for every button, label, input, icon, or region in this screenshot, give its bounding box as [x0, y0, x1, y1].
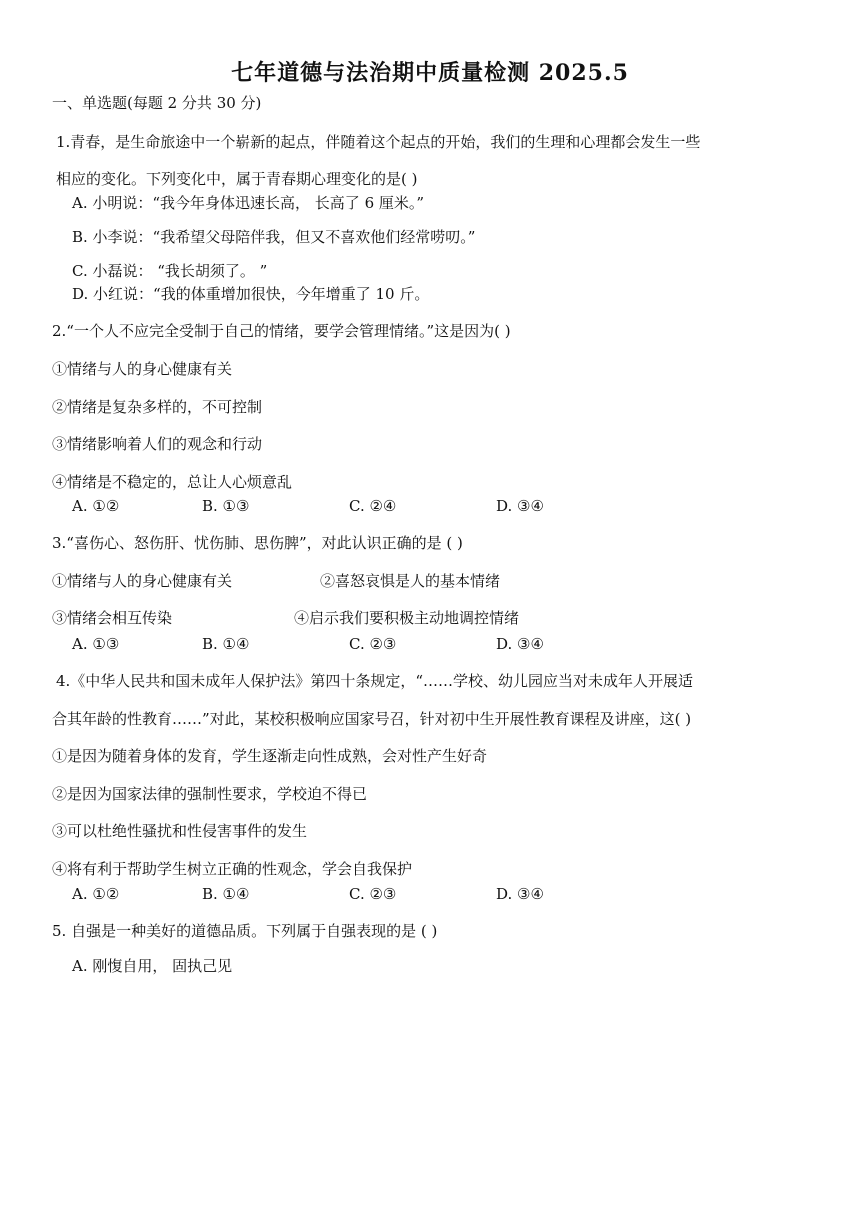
q4-item-1: ①是因为随着身体的发育，学生逐渐走向性成熟，会对性产生好奇	[52, 747, 488, 765]
q3-item-3: ③情绪会相互传染	[52, 609, 173, 627]
q2-item-2: ②情绪是复杂多样的，不可控制	[52, 398, 263, 416]
q1-stem-line2: 相应的变化。下列变化中，属于青春期心理变化的是( )	[56, 170, 418, 188]
q3-option-a: A. ①③	[72, 635, 120, 653]
q1-option-d: D. 小红说：“我的体重增加很快，今年增重了 10 斤。	[72, 285, 430, 303]
q2-option-a: A. ①②	[72, 497, 120, 515]
q3-option-d: D. ③④	[496, 635, 544, 653]
q3-item-2: ②喜怒哀惧是人的基本情绪	[320, 572, 501, 590]
page-title: 七年道德与法治期中质量检测 2025.5	[231, 60, 629, 86]
q5-stem: 5. 自强是一种美好的道德品质。下列属于自强表现的是 ( )	[52, 922, 438, 940]
q3-stem: 3.“喜伤心、怒伤肝、忧伤肺、思伤脾”，对此认识正确的是 ( )	[52, 534, 463, 552]
q1-stem-line1: 1.青春，是生命旅途中一个崭新的起点，伴随着这个起点的开始，我们的生理和心理都会发生一些	[56, 133, 701, 151]
q4-option-d: D. ③④	[496, 885, 544, 903]
q4-stem-line1: 4.《中华人民共和国未成年人保护法》第四十条规定，“……学校、幼儿园应当对未成年人开展适	[56, 672, 693, 690]
q1-option-a: A. 小明说：“我今年身体迅速长高， 长高了 6 厘米。”	[72, 194, 425, 212]
q5-option-a: A. 刚愎自用， 固执己见	[72, 957, 233, 975]
q2-option-c: C. ②④	[349, 497, 397, 515]
q4-option-b: B. ①④	[202, 885, 250, 903]
q4-option-a: A. ①②	[72, 885, 120, 903]
q1-option-b: B. 小李说：“我希望父母陪伴我，但又不喜欢他们经常唠叨。”	[72, 228, 476, 246]
q4-item-3: ③可以杜绝性骚扰和性侵害事件的发生	[52, 822, 308, 840]
q2-option-b: B. ①③	[202, 497, 250, 515]
q3-item-4: ④启示我们要积极主动地调控情绪	[294, 609, 520, 627]
q4-stem-line2: 合其年龄的性教育……”对此，某校积极响应国家号召，针对初中生开展性教育课程及讲座，这( )	[52, 710, 692, 728]
q2-item-1: ①情绪与人的身心健康有关	[52, 360, 233, 378]
q4-option-c: C. ②③	[349, 885, 397, 903]
q1-option-c: C. 小磊说： “我长胡须了。 ”	[72, 262, 268, 280]
q2-option-d: D. ③④	[496, 497, 544, 515]
q4-item-2: ②是因为国家法律的强制性要求，学校迫不得已	[52, 785, 368, 803]
q4-item-4: ④将有利于帮助学生树立正确的性观念，学会自我保护	[52, 860, 413, 878]
section-heading: 一、单选题(每题 2 分共 30 分)	[52, 94, 262, 112]
q3-option-c: C. ②③	[349, 635, 397, 653]
q3-option-b: B. ①④	[202, 635, 250, 653]
q2-item-4: ④情绪是不稳定的，总让人心烦意乱	[52, 473, 293, 491]
q2-stem: 2.“一个人不应完全受制于自己的情绪，要学会管理情绪。”这是因为( )	[52, 322, 511, 340]
q3-item-1: ①情绪与人的身心健康有关	[52, 572, 233, 590]
q2-item-3: ③情绪影响着人们的观念和行动	[52, 435, 263, 453]
